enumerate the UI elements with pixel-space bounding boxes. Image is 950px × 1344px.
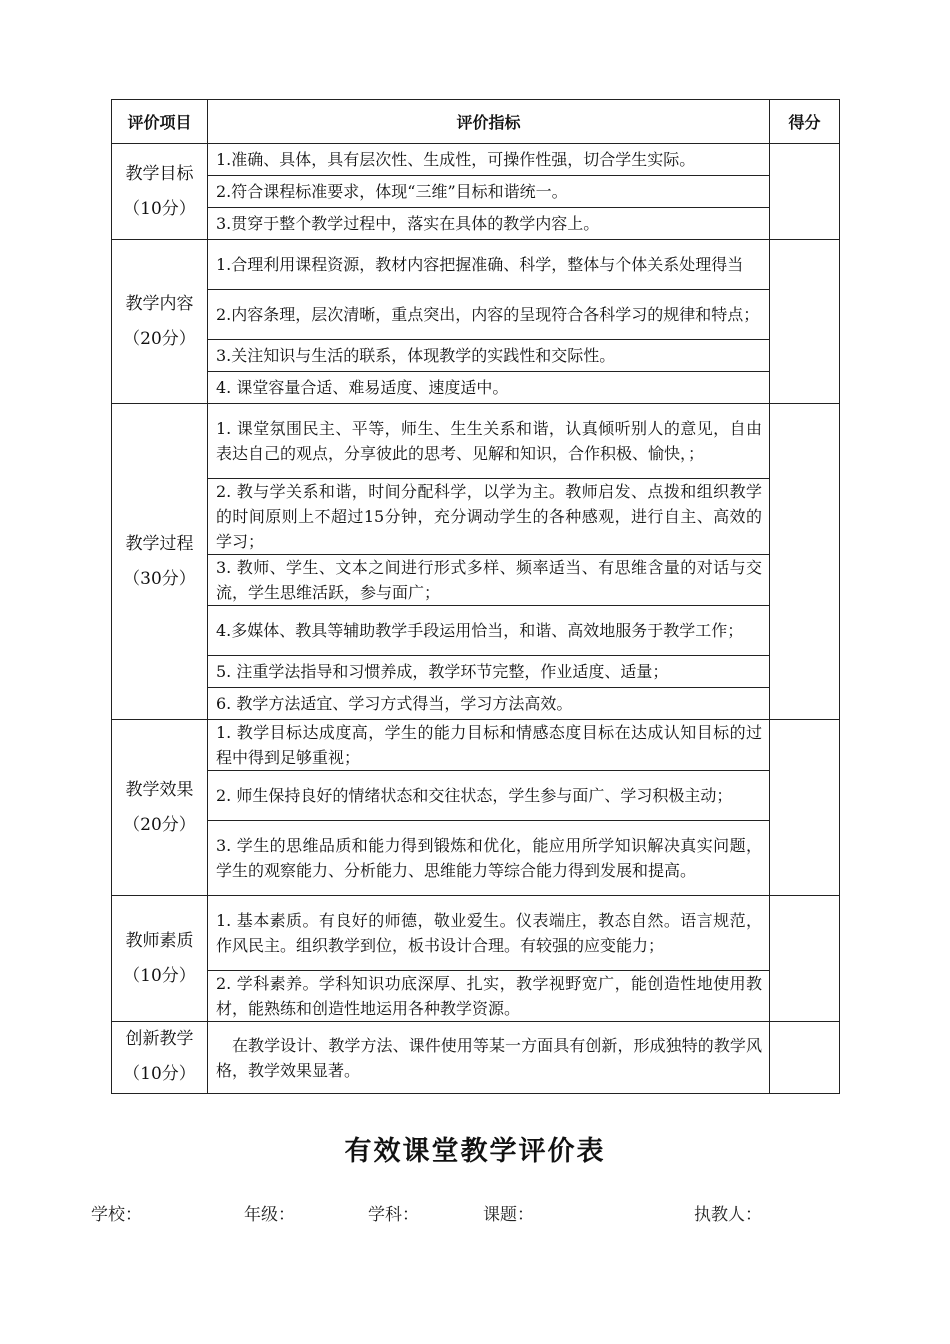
table-row <box>112 1022 840 1094</box>
indicator-cell: 6. 教学方法适宜、学习方式得当，学习方法高效。 <box>208 688 770 720</box>
category-cell <box>112 896 208 1022</box>
category-name: 教学目标 <box>125 163 194 184</box>
category-name: 创新教学 <box>125 1029 194 1049</box>
indicator-cell: 3.关注知识与生活的联系，体现教学的实践性和交际性。 <box>208 340 770 372</box>
table-row <box>112 720 840 771</box>
indicator-cell: 4.多媒体、教具等辅助教学手段运用恰当，和谐、高效地服务于教学工作； <box>208 606 770 656</box>
category-name: 教学效果 <box>125 779 194 800</box>
table-row <box>112 479 840 555</box>
teacher-label: 执教人： <box>694 1205 762 1225</box>
indicator-cell: 1. 课堂氛围民主、平等，师生、生生关系和谐，认真倾听别人的意见，自由表达自己的观点，分享彼此的思考、见解和知识，合作积极、愉快，； <box>208 404 770 479</box>
table-row <box>112 896 840 971</box>
indicator-cell: 2.内容条理，层次清晰，重点突出，内容的呈现符合各科学习的规律和特点； <box>208 290 770 340</box>
table-row <box>112 771 840 821</box>
indicator-cell: 2. 学科素养。学科知识功底深厚、扎实，教学视野宽广，能创造性地使用教材，能熟练和创造性地运用各种教学资源。 <box>208 971 770 1022</box>
table-row <box>112 821 840 896</box>
indicator-cell: 1.准确、具体，具有层次性、生成性，可操作性强，切合学生实际。 <box>208 144 770 176</box>
indicator-cell: 1.合理利用课程资源，教材内容把握准确、科学，整体与个体关系处理得当 <box>208 240 770 290</box>
table-header-row <box>112 100 840 144</box>
indicator-cell: 3.贯穿于整个教学过程中，落实在具体的教学内容上。 <box>208 208 770 240</box>
indicator-cell: 2. 师生保持良好的情绪状态和交往状态，学生参与面广、学习积极主动； <box>208 771 770 821</box>
indicator-cell: 2. 教与学关系和谐，时间分配科学，以学为主。教师启发、点拨和组织教学的时间原则上不超过15分钟，充分调动学生的各种感观，进行自主、高效的学习； <box>208 479 770 555</box>
table-row <box>112 555 840 606</box>
page-title: 有效课堂教学评价表 <box>344 1136 606 1167</box>
table-row <box>112 372 840 404</box>
indicator-cell: 2.符合课程标准要求，体现“三维”目标和谐统一。 <box>208 176 770 208</box>
indicator-cell: 5. 注重学法指导和习惯养成，教学环节完整，作业适度、适量； <box>208 656 770 688</box>
table-row <box>112 656 840 688</box>
category-cell <box>112 404 208 720</box>
category-cell <box>112 144 208 240</box>
category-cell <box>112 1022 208 1094</box>
table-row <box>112 290 840 340</box>
table-row <box>112 606 840 656</box>
table-row <box>112 240 840 290</box>
category-name: 教学内容 <box>125 293 194 314</box>
topic-label: 课题： <box>483 1205 534 1225</box>
score-cell <box>770 720 840 896</box>
table-row <box>112 688 840 720</box>
indicator-cell: 3. 学生的思维品质和能力得到锻炼和优化，能应用所学知识解决真实问题，学生的观察能力、分析能力、思维能力等综合能力得到发展和提高。 <box>208 821 770 896</box>
category-points: （30分） <box>123 568 196 589</box>
category-cell <box>112 720 208 896</box>
indicator-cell: 4. 课堂容量合适、难易适度、速度适中。 <box>208 372 770 404</box>
table-row <box>112 208 840 240</box>
category-name: 教师素质 <box>125 930 194 951</box>
table-row <box>112 971 840 1022</box>
category-points: （10分） <box>123 965 196 986</box>
evaluation-table <box>111 99 840 1094</box>
indicator-cell: 1. 基本素质。有良好的师德，敬业爱生。仪表端庄，教态自然。语言规范，作风民主。组织教学到位，板书设计合理。有较强的应变能力； <box>208 896 770 971</box>
category-points: （20分） <box>123 814 196 835</box>
score-cell <box>770 1022 840 1094</box>
category-points: （10分） <box>123 198 196 219</box>
header-score: 得分 <box>770 100 840 144</box>
category-cell <box>112 240 208 404</box>
subject-label: 学科： <box>368 1205 419 1225</box>
category-points: （20分） <box>123 328 196 349</box>
table-row <box>112 176 840 208</box>
grade-label: 年级： <box>244 1205 295 1225</box>
indicator-cell: 1. 教学目标达成度高，学生的能力目标和情感态度目标在达成认知目标的过程中得到足够重视； <box>208 720 770 771</box>
header-category: 评价项目 <box>112 100 208 144</box>
table-row <box>112 340 840 372</box>
category-name: 教学过程 <box>125 533 194 554</box>
score-cell <box>770 404 840 720</box>
table-row <box>112 404 840 479</box>
header-indicator: 评价指标 <box>208 100 770 144</box>
score-cell <box>770 240 840 404</box>
score-cell <box>770 896 840 1022</box>
indicator-cell: 在教学设计、教学方法、课件使用等某一方面具有创新，形成独特的教学风格，教学效果显著。 <box>208 1022 770 1094</box>
score-cell <box>770 144 840 240</box>
table-row <box>112 144 840 176</box>
school-label: 学校： <box>91 1205 142 1225</box>
category-points: （10分） <box>123 1064 196 1084</box>
indicator-cell: 3. 教师、学生、文本之间进行形式多样、频率适当、有思维含量的对话与交流，学生思维活跃，参与面广； <box>208 555 770 606</box>
